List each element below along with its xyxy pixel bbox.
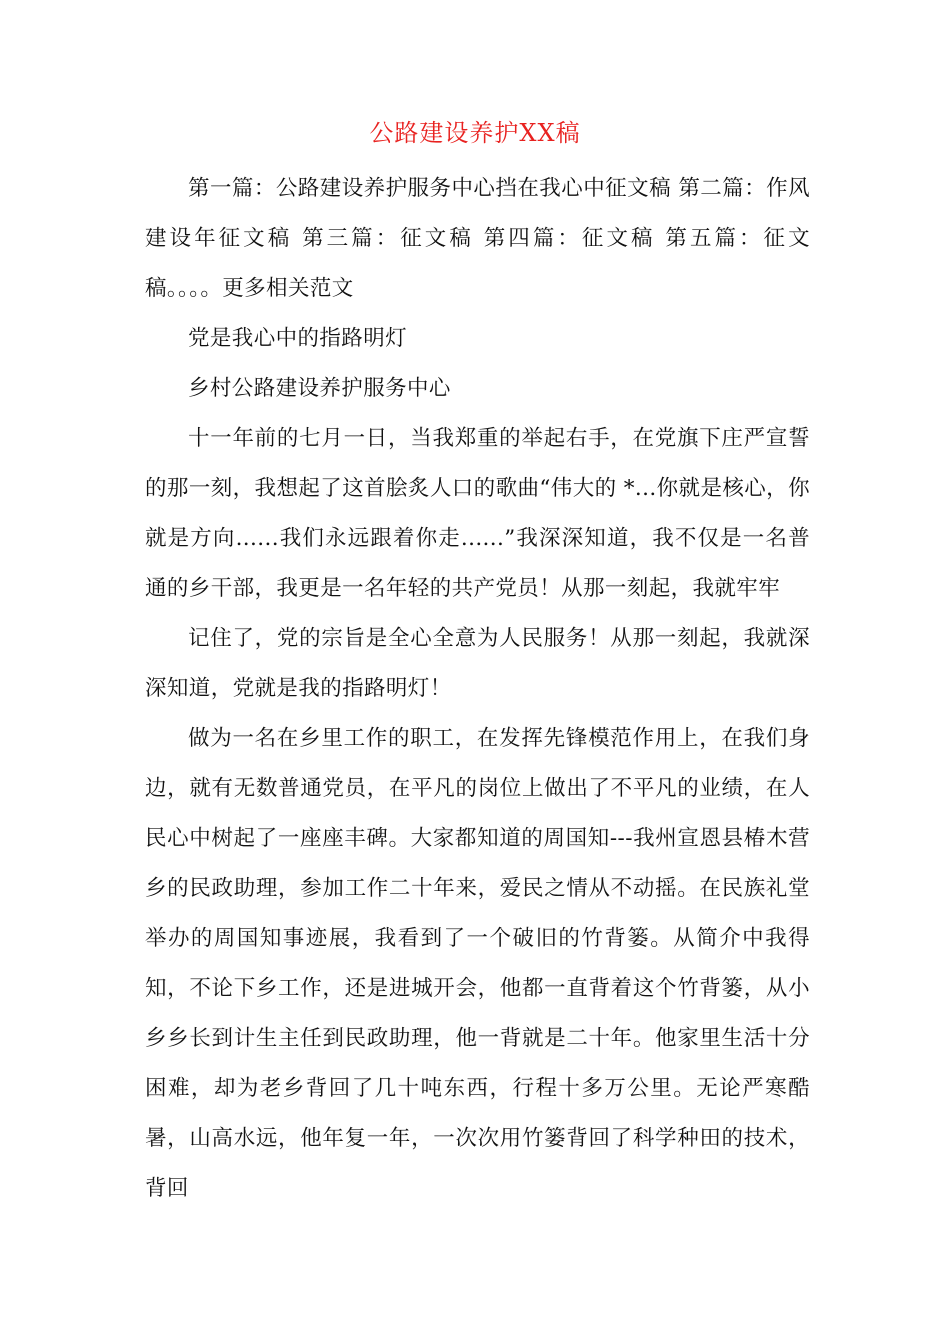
paragraph-body: 做为一名在乡里工作的职工，在发挥先锋模范作用上，在我们身边，就有无数普通党员，在平凡的岗位上做出了不平凡的业绩，在人民心中树起了一座座丰碑。大家都知道的周国知---我州宣恩县椿木营乡的民政助理，参加工作二十年来，爱民之情从不动摇。在民族礼堂举办的周国知事迹展，我看到了一个破旧的竹背篓。从简介中我得知，不论下乡工作，还是进城开会，他都一直背着这个竹背篓，从小乡乡长到计生主任到民政助理，他一背就是二十年。他家里生活十分困难，却为老乡背回了几十吨东西，行程十多万公里。无论严寒酷暑，山高水远，他年复一年，一次次用竹篓背回了科学种田的技术，背回	[145, 726, 810, 1201]
paragraph-article-title: 党是我心中的指路明灯	[188, 326, 408, 351]
document-title: 公路建设养护XX稿	[369, 119, 581, 147]
paragraph-table-of-contents: 第一篇：公路建设养护服务中心挡在我心中征文稿 第二篇：作风建设年征文稿 第三篇：征文稿 第四篇：征文稿 第五篇：征文稿。。。。更多相关范文	[145, 176, 810, 301]
document-body	[145, 164, 810, 1214]
paragraph-body: 十一年前的七月一日，当我郑重的举起右手，在党旗下庄严宣誓的那一刻，我想起了这首脍炙人口的歌曲“伟大的 *...你就是核心，你就是方向......我们永远跟着你走......”我深深知道，我不仅是一名普通的乡干部，我更是一名年轻的共产党员！从那一刻起，我就牢牢	[145, 426, 810, 601]
paragraph-body: 记住了，党的宗旨是全心全意为人民服务！从那一刻起，我就深深知道，党就是我的指路明灯！	[145, 626, 810, 701]
paragraph-author-unit: 乡村公路建设养护服务中心	[188, 376, 451, 401]
